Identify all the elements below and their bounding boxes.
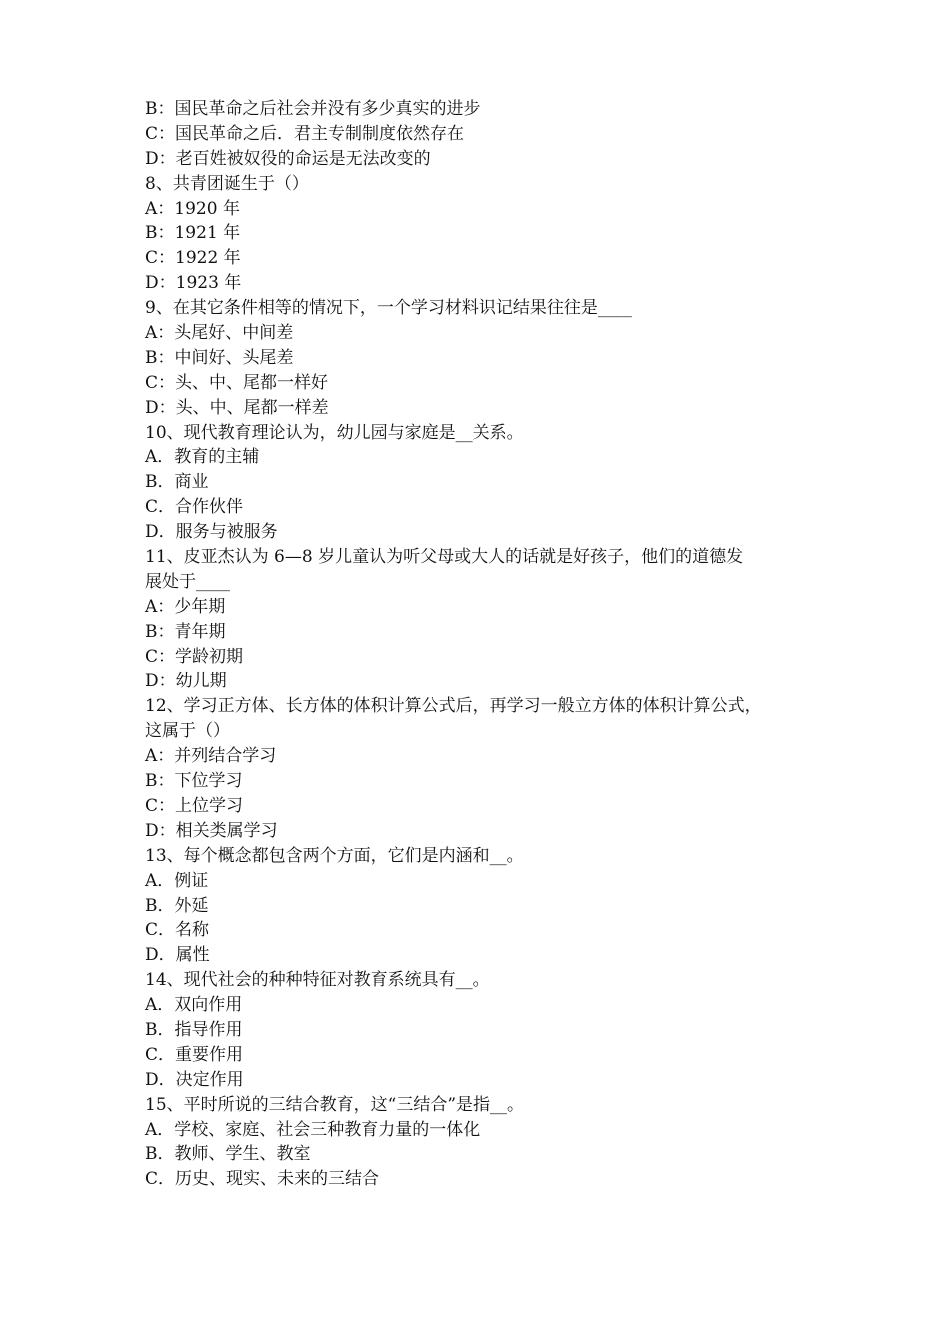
option-line: C．合作伙伴	[145, 497, 244, 518]
option-line: B：中间好、头尾差	[145, 347, 294, 368]
option-line: B：青年期	[145, 621, 226, 642]
option-line: D．服务与被服务	[145, 522, 278, 543]
option-line: B：下位学习	[145, 771, 243, 792]
option-line: C．历史、现实、未来的三结合	[145, 1169, 380, 1190]
option-line: A．例证	[145, 870, 209, 891]
option-line: B．外延	[145, 895, 209, 916]
text-line: C：国民革命之后．君主专制制度依然存在	[145, 123, 465, 144]
question-10: 10、现代教育理论认为，幼儿园与家庭是__关系。	[145, 422, 524, 443]
document-text	[145, 97, 815, 1192]
question-11-continued: 展处于____	[145, 571, 230, 592]
option-line: A．教育的主辅	[145, 447, 260, 468]
option-line: C．重要作用	[145, 1044, 244, 1065]
option-line: D．属性	[145, 945, 210, 966]
option-line: A：并列结合学习	[145, 746, 277, 767]
option-line: D：1923 年	[145, 273, 242, 294]
option-line: B．商业	[145, 472, 209, 493]
question-14: 14、现代社会的种种特征对教育系统具有__。	[145, 970, 490, 991]
text-line: D：老百姓被奴役的命运是无法改变的	[145, 148, 431, 169]
option-line: A：头尾好、中间差	[145, 323, 294, 344]
option-line: D：头、中、尾都一样差	[145, 397, 329, 418]
option-line: C：上位学习	[145, 795, 244, 816]
option-line: A：少年期	[145, 596, 226, 617]
option-line: C：1922 年	[145, 248, 241, 269]
option-line: B．教师、学生、教室	[145, 1144, 311, 1165]
question-12: 12、学习正方体、长方体的体积计算公式后，再学习一般立方体的体积计算公式，	[145, 696, 762, 717]
question-11: 11、皮亚杰认为 6—8 岁儿童认为听父母或大人的话就是好孩子，他们的道德发	[145, 547, 744, 568]
text-line: B：国民革命之后社会并没有多少真实的进步	[145, 99, 481, 119]
option-line: C：头、中、尾都一样好	[145, 372, 329, 393]
option-line: D：幼儿期	[145, 671, 227, 692]
option-line: C．名称	[145, 920, 210, 941]
option-line: A．双向作用	[145, 995, 243, 1016]
option-line: B：1921 年	[145, 223, 241, 244]
question-9: 9、在其它条件相等的情况下，一个学习材料识记结果往往是____	[145, 298, 632, 319]
question-13: 13、每个概念都包含两个方面，它们是内涵和__。	[145, 845, 524, 866]
option-line: A：1920 年	[145, 198, 240, 219]
option-line: D：相关类属学习	[145, 820, 278, 841]
option-line: D．决定作用	[145, 1069, 244, 1090]
option-line: A．学校、家庭、社会三种教育力量的一体化	[145, 1119, 481, 1140]
question-12-continued: 这属于（）	[145, 721, 230, 742]
question-15: 15、平时所说的三结合教育，这“三结合”是指__。	[145, 1094, 525, 1115]
option-line: C：学龄初期	[145, 646, 244, 667]
option-line: B．指导作用	[145, 1019, 243, 1040]
question-8: 8、共青团诞生于（）	[145, 173, 309, 194]
